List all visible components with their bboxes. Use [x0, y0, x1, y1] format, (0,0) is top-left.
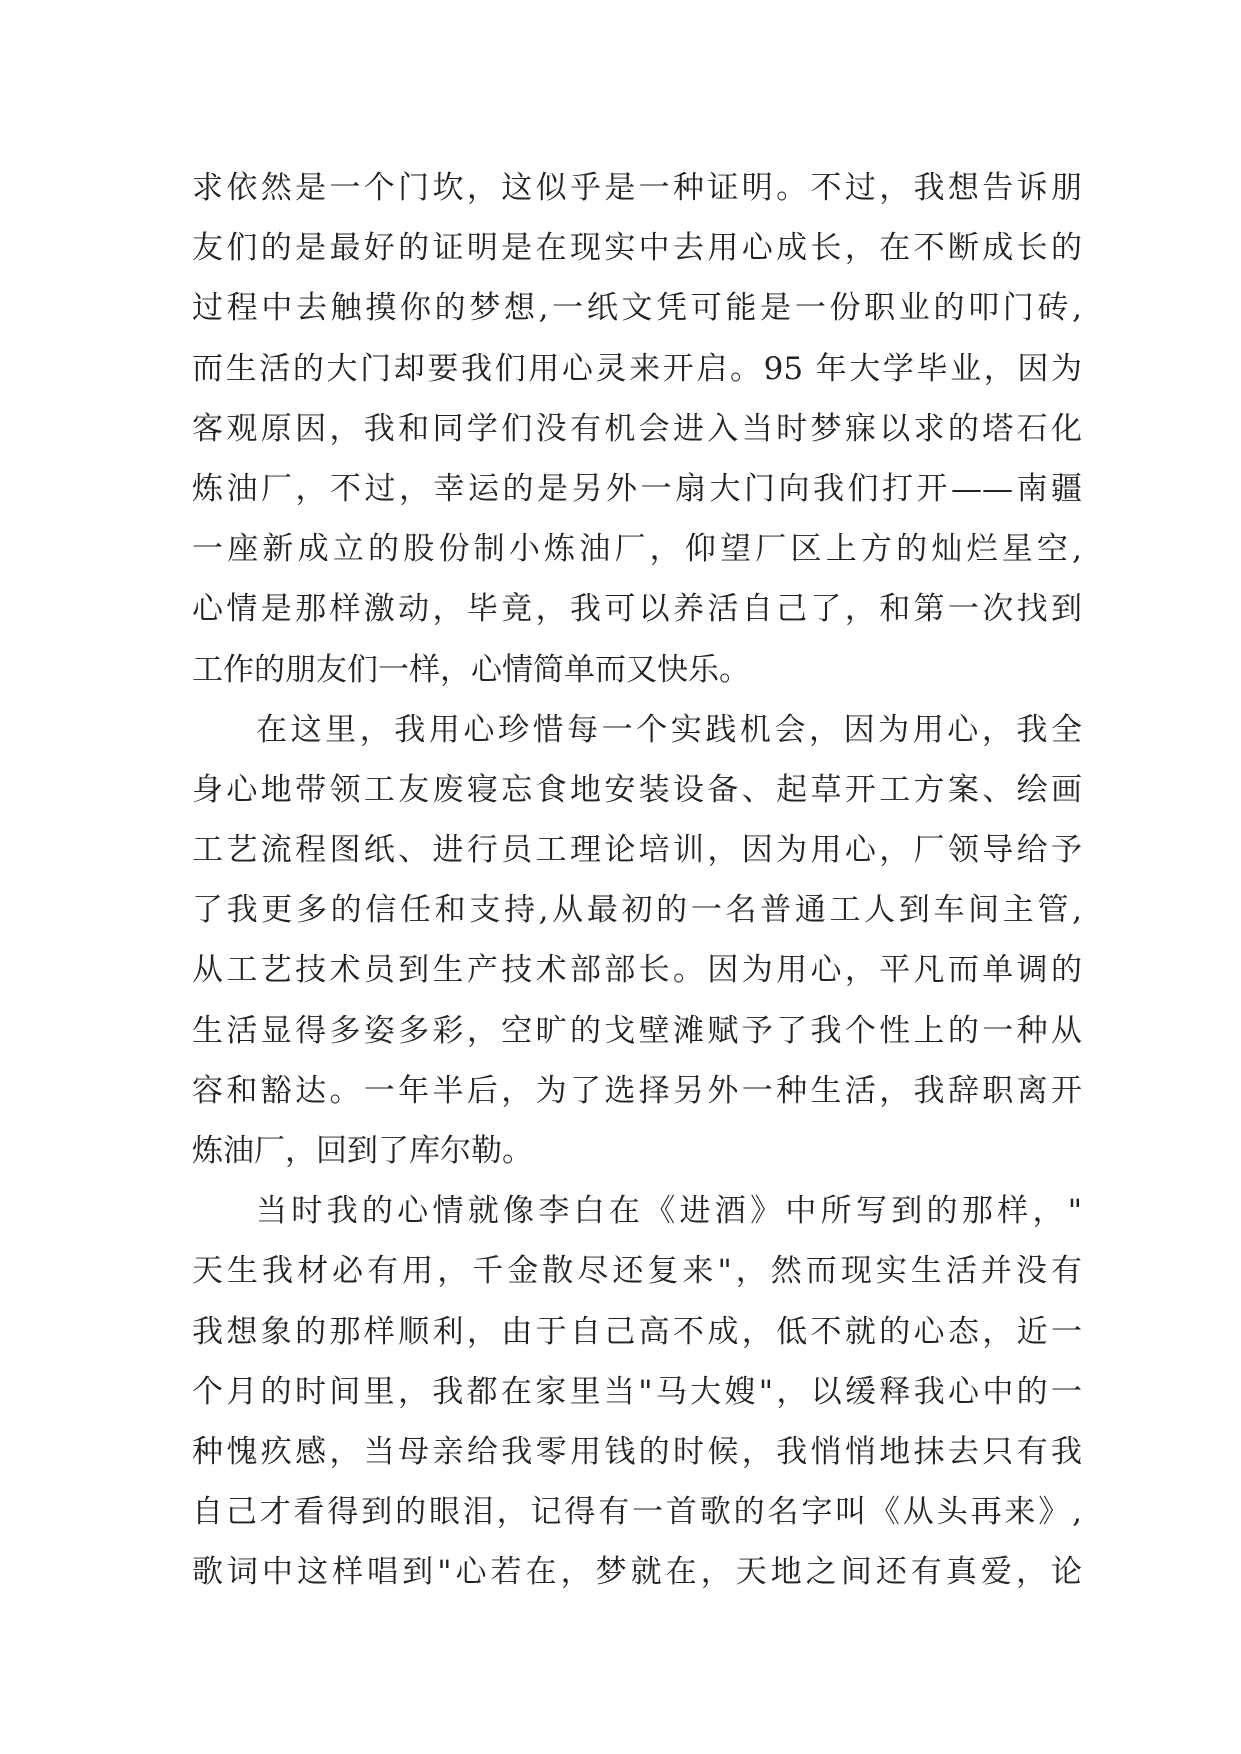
text-line: 个月的时间里，我都在家里当"马大嫂"，以缓释我心中的一 — [192, 1373, 1082, 1410]
text-line: 容和豁达。一年半后，为了选择另外一种生活，我辞职离开 — [192, 1072, 1082, 1109]
text-line: 心情是那样激动，毕竟，我可以养活自己了，和第一次找到 — [192, 591, 1082, 628]
text-line: 身心地带领工友废寝忘食地安装设备、起草开工方案、绘画 — [192, 771, 1082, 808]
text-line: 当时我的心情就像李白在《进酒》中所写到的那样，" — [256, 1193, 1082, 1230]
text-line: 过程中去触摸你的梦想,一纸文凭可能是一份职业的叩门砖, — [192, 290, 1082, 327]
text-line: 工艺流程图纸、进行员工理论培训，因为用心，厂领导给予 — [192, 832, 1082, 869]
text-line: 天生我材必有用，千金散尽还复来"，然而现实生活并没有 — [192, 1253, 1082, 1290]
text-line: 炼油厂，回到了库尔勒。 — [192, 1133, 533, 1169]
text-line: 在这里，我用心珍惜每一个实践机会，因为用心，我全 — [256, 711, 1082, 748]
body-text — [192, 158, 1082, 1603]
text-line: 炼油厂，不过，幸运的是另外一扇大门向我们打开——南疆 — [192, 470, 1082, 507]
text-line: 而生活的大门却要我们用心灵来开启。95 年大学毕业，因为 — [192, 350, 1082, 387]
text-line: 了我更多的信任和支持,从最初的一名普通工人到车间主管, — [192, 892, 1082, 929]
text-line: 我想象的那样顺利，由于自己高不成，低不就的心态，近一 — [192, 1313, 1082, 1350]
text-line: 生活显得多姿多彩，空旷的戈壁滩赋予了我个性上的一种从 — [192, 1012, 1082, 1049]
text-line: 歌词中这样唱到"心若在，梦就在，天地之间还有真爱，论 — [192, 1554, 1082, 1591]
text-line: 客观原因，我和同学们没有机会进入当时梦寐以求的塔石化 — [192, 410, 1082, 447]
text-line: 从工艺技术员到生产技术部部长。因为用心，平凡而单调的 — [192, 952, 1082, 989]
text-line: 种愧疚感，当母亲给我零用钱的时候，我悄悄地抹去只有我 — [192, 1433, 1082, 1470]
text-line: 自己才看得到的眼泪，记得有一首歌的名字叫《从头再来》, — [192, 1494, 1082, 1531]
text-line: 求依然是一个门坎，这似乎是一种证明。不过，我想告诉朋 — [192, 170, 1082, 206]
text-line: 友们的是最好的证明是在现实中去用心成长，在不断成长的 — [192, 230, 1082, 267]
text-line: 工作的朋友们一样，心情简单而又快乐。 — [192, 651, 750, 688]
text-line: 一座新成立的股份制小炼油厂，仰望厂区上方的灿烂星空, — [192, 531, 1082, 568]
